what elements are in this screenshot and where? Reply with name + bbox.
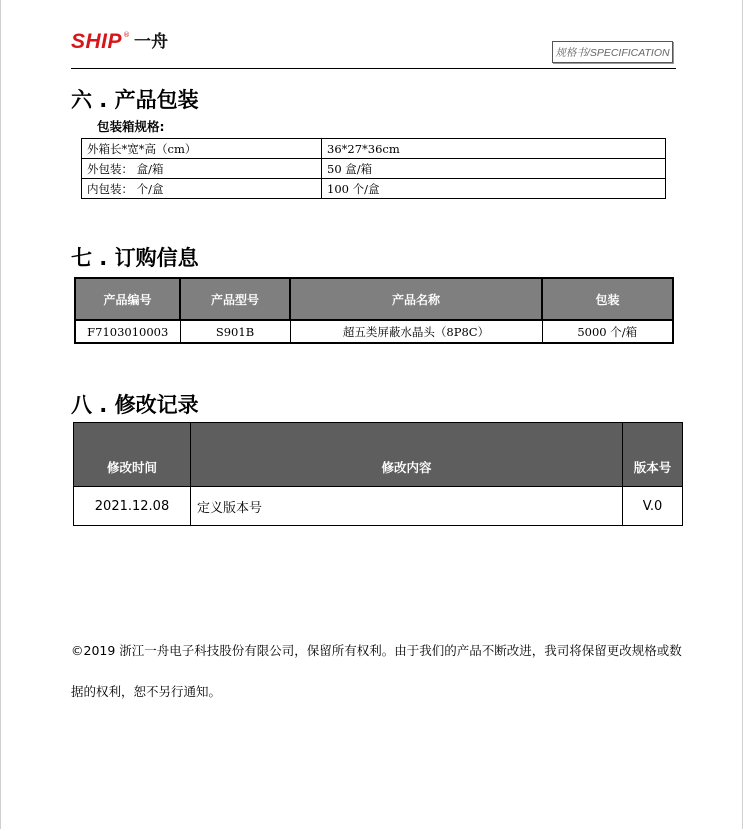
column-header: 产品编号 (75, 278, 180, 320)
header-divider (71, 68, 676, 69)
table-cell: 50 盒/箱 (322, 159, 666, 179)
logo-chinese-text: 一舟 (134, 32, 169, 52)
table-row (74, 487, 683, 526)
logo-registered-mark: ® (123, 31, 131, 39)
table-row (82, 139, 666, 159)
table-cell: 超五类屏蔽水晶头（8P8C） (290, 320, 542, 343)
table-cell: 36*27*36cm (322, 139, 666, 159)
company-logo (71, 31, 168, 53)
table-cell: 5000 个/箱 (542, 320, 673, 343)
column-header: 修改时间 (74, 423, 191, 487)
table-cell: 外箱长*宽*高（cm） (82, 139, 322, 159)
table-header-row (74, 423, 683, 487)
table-cell: 2021.12.08 (74, 487, 191, 526)
table-row (82, 179, 666, 199)
table-cell: V.0 (623, 487, 683, 526)
table-cell: 外包装： 盒/箱 (82, 159, 322, 179)
table-row (75, 320, 673, 343)
column-header: 修改内容 (191, 423, 623, 487)
table-cell: 内包装： 个/盒 (82, 179, 322, 199)
section-title-packaging: 六 . 产品包装 (71, 88, 199, 112)
table-cell: 100 个/盒 (322, 179, 666, 199)
logo-ship-text: SHIP (71, 30, 123, 53)
table-cell: 定义版本号 (191, 487, 623, 526)
revision-table (73, 422, 683, 526)
ordering-table (74, 277, 674, 344)
table-cell: S901B (180, 320, 290, 343)
specification-label: 规格书/SPECIFICATION (552, 41, 673, 63)
section-title-revision: 八 . 修改记录 (71, 393, 199, 417)
copyright-notice: ©2019 浙江一舟电子科技股份有限公司，保留所有权利。由于我们的产品不断改进，我司将保留更改规格或数据的权利，恕不另行通知。 (71, 643, 682, 699)
packaging-table (81, 138, 666, 199)
section-title-ordering: 七 . 订购信息 (71, 246, 199, 270)
table-row (82, 159, 666, 179)
table-header-row (75, 278, 673, 320)
column-header: 产品型号 (180, 278, 290, 320)
table-cell: F7103010003 (75, 320, 180, 343)
column-header: 版本号 (623, 423, 683, 487)
column-header: 包装 (542, 278, 673, 320)
packaging-subtitle: 包装箱规格: (97, 119, 165, 134)
column-header: 产品名称 (290, 278, 542, 320)
